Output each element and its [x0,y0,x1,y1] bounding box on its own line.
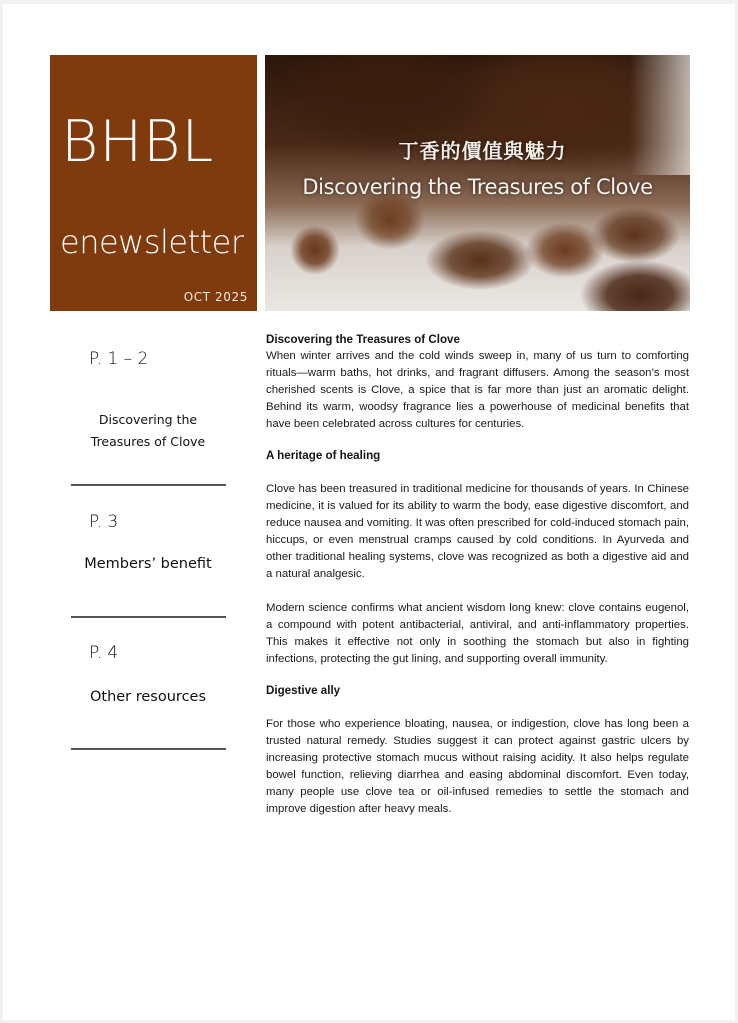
toc-page-number: P. 3 [89,512,119,532]
hero-image-clove [265,55,690,311]
section-heading: Digestive ally [266,684,341,697]
toc-divider [71,748,226,750]
toc-item-label[interactable] [50,409,246,453]
article-title: Discovering the Treasures of Clove [266,333,460,346]
cover-tile [50,55,257,311]
article-paragraph: For those who experience bloating, nausea, or indigestion, clove has long been a trusted natural remedy. Studies suggest it can protect against gastric ulcers by increasing protective stomach mucus without raising acidity. It also helps regulate bowel function, relieving diarrhea and easing abdominal discomfort. Even today, many people use clove tea or oil-infused remedies to settle the stomach and improve digestion after heavy meals. [266,718,689,815]
newsletter-subtitle: enewsletter [60,223,244,261]
toc-divider [71,484,226,486]
toc-page-number: P. 4 [89,643,119,663]
article-intro: When winter arrives and the cold winds sweep in, many of us turn to comforting rituals—warm baths, hot drinks, and fragrant diffusers. Among the season’s most cherished scents is Clove, a spice that is far more than just an aromatic delight. Behind its warm, woodsy fragrance lies a powerhouse of medicinal benefits that have been celebrated across cultures for centuries. [266,350,689,430]
toc-divider [71,616,226,618]
section-heading: A heritage of healing [266,449,381,462]
hero-title-english: Discovering the Treasures of Clove [302,175,653,199]
issue-date: OCT 2025 [183,290,248,304]
toc-label-line: Treasures of Clove [90,434,206,449]
hero-title-chinese: 丁香的價值與魅力 [398,139,567,163]
toc-item-label[interactable]: Members’ benefit [84,556,212,572]
toc-label-line: Discovering the [98,412,198,427]
article-paragraph: Clove has been treasured in traditional medicine for thousands of years. In Chinese medicine, it is valued for its ability to warm the body, ease digestive discomfort, and reduce nausea and vomiting. It was often prescribed for cold-induced stomach pain, hiccups, or even menstrual cramps caused by cold conditions. In Ayurveda and other traditional healing systems, clove was recognized as both a digestive aid and a natural analgesic. [266,483,689,580]
toc-page-number: P. 1 – 2 [89,349,149,369]
article-paragraph: Modern science confirms what ancient wisdom long knew: clove contains eugenol, a compound with potent antibacterial, antiviral, and anti-inflammatory properties. This makes it effective not only in soothing the stomach but also in fighting infections, protecting the gut lining, and supporting overall immunity. [266,602,689,665]
article-body [266,331,689,818]
brand-logo-text: BHBL [61,109,215,175]
toc-item-label[interactable]: Other resources [89,689,207,705]
